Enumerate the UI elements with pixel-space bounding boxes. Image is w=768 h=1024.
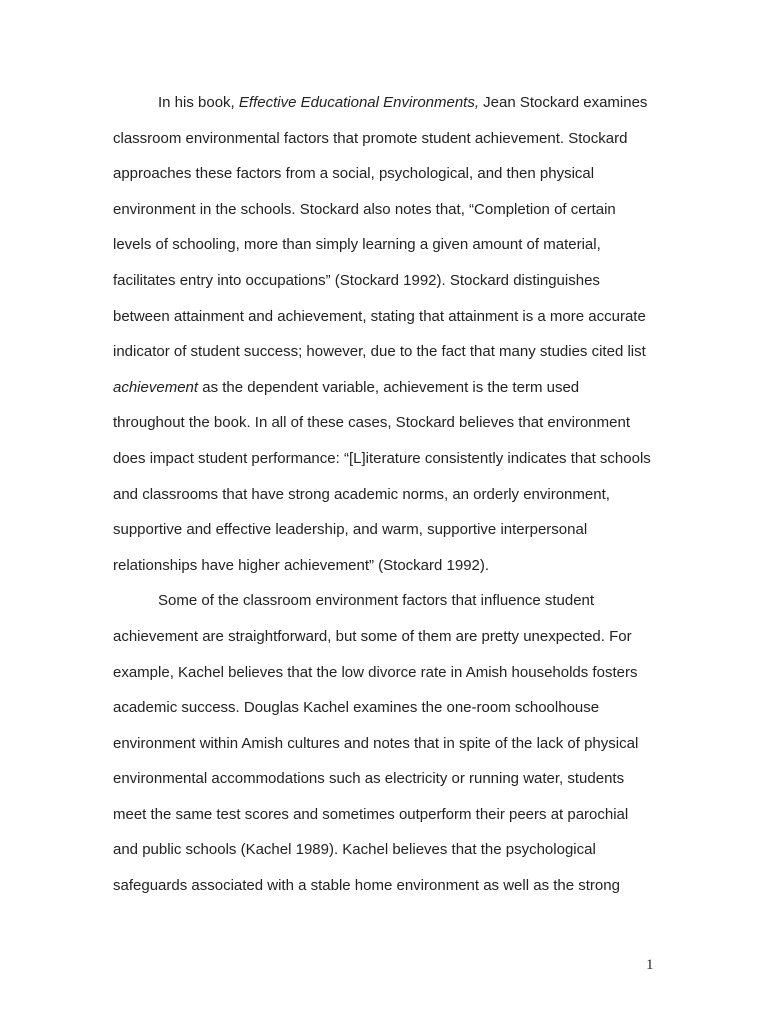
- page-number: 1: [646, 957, 654, 973]
- text-segment: classroom environmental factors that promote student achievement. Stockard: [113, 129, 628, 147]
- text-line: [113, 121, 658, 157]
- text-line: [113, 726, 658, 762]
- text-line: [113, 868, 658, 904]
- italic-text: Effective Educational Environments,: [238, 94, 480, 111]
- paragraph: [113, 583, 658, 903]
- text-segment: as the dependent variable, achievement is the term used: [198, 378, 580, 396]
- text-line: [113, 477, 658, 513]
- text-line: [113, 299, 658, 335]
- text-segment: approaches these factors from a social, psychological, and then physical: [113, 165, 595, 183]
- text-segment: meet the same test scores and sometimes outperform their peers at parochial: [113, 805, 629, 823]
- text-segment: achievement are straightforward, but some of them are pretty unexpected. For: [113, 627, 632, 645]
- text-segment: relationships have higher achievement” (Stockard 1992).: [113, 556, 490, 574]
- text-line: [113, 227, 658, 263]
- text-line: [113, 334, 658, 370]
- text-line: [113, 797, 658, 833]
- text-line: [113, 619, 658, 655]
- text-segment: In his book,: [158, 94, 239, 111]
- text-line: [113, 548, 658, 584]
- text-segment: facilitates entry into occupations” (Stockard 1992). Stockard distinguishes: [113, 271, 600, 289]
- text-line: [113, 85, 658, 121]
- text-line: [113, 156, 658, 192]
- text-segment: Some of the classroom environment factors that influence student: [158, 592, 595, 610]
- text-segment: environment in the schools. Stockard also notes that, “Completion of certain: [113, 200, 616, 218]
- text-line: [113, 761, 658, 797]
- paragraph: [113, 85, 658, 583]
- text-segment: environment within Amish cultures and notes that in spite of the lack of physical: [113, 734, 639, 752]
- text-segment: indicator of student success; however, due to the fact that many studies cited list: [113, 343, 646, 361]
- text-segment: environmental accommodations such as electricity or running water, students: [113, 770, 625, 788]
- text-segment: does impact student performance: “[L]iterature consistently indicates that schools: [113, 449, 651, 467]
- text-line: [113, 263, 658, 299]
- body-text: [113, 85, 658, 904]
- text-line: [113, 655, 658, 691]
- text-segment: Jean Stockard examines: [479, 94, 648, 111]
- text-line: [113, 370, 658, 406]
- text-line: [113, 832, 658, 868]
- text-line: [113, 583, 658, 619]
- text-line: [113, 405, 658, 441]
- text-line: [113, 690, 658, 726]
- text-segment: throughout the book. In all of these cases, Stockard believes that environment: [113, 414, 630, 432]
- text-segment: academic success. Douglas Kachel examines the one-room schoolhouse: [113, 699, 600, 717]
- text-line: [113, 441, 658, 477]
- text-segment: supportive and effective leadership, and warm, supportive interpersonal: [113, 521, 588, 539]
- text-segment: levels of schooling, more than simply learning a given amount of material,: [113, 236, 601, 254]
- text-segment: and public schools (Kachel 1989). Kachel believes that the psychological: [113, 841, 596, 859]
- italic-text: achievement: [113, 378, 199, 396]
- text-segment: between attainment and achievement, stating that attainment is a more accurate: [113, 307, 646, 325]
- text-line: [113, 512, 658, 548]
- text-segment: safeguards associated with a stable home environment as well as the strong: [113, 877, 620, 895]
- text-line: [113, 192, 658, 228]
- text-segment: and classrooms that have strong academic norms, an orderly environment,: [113, 485, 610, 503]
- text-segment: example, Kachel believes that the low divorce rate in Amish households fosters: [113, 663, 638, 681]
